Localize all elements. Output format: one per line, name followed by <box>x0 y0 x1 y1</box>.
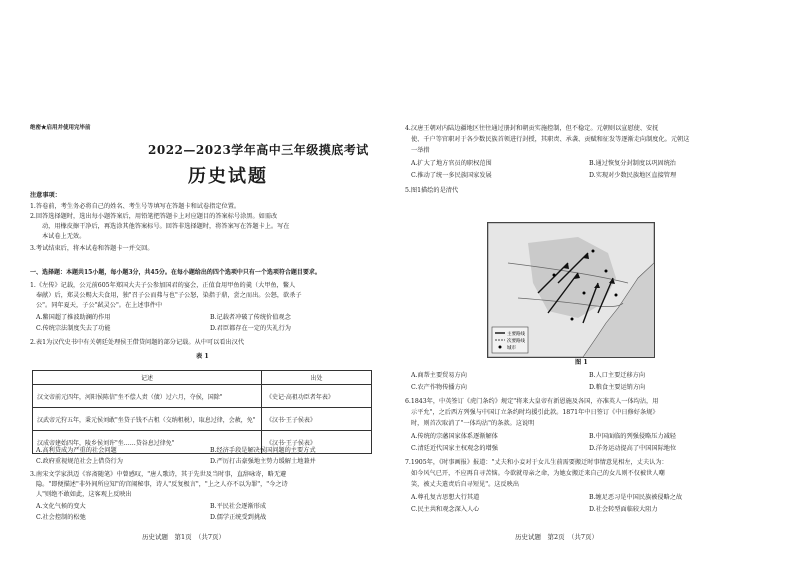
notes-title: 注意事项： <box>30 192 61 199</box>
records-table <box>32 370 372 454</box>
question-1-text: 奉献）后，郑灵公赐大夫食用，独"召子公而弗与也"子公怒，染指于鼎，尝之而出。公怒，欲杀子 <box>36 292 302 299</box>
table-row <box>33 385 372 408</box>
table-cell: 《汉书·王子侯表》 <box>262 431 372 454</box>
option-d: D.严厉打击豪强地主势力缓解土地兼并 <box>210 458 316 465</box>
option-d: D.实现对少数民族地区直接管理 <box>589 172 677 179</box>
note-line: 本试卷上无效。 <box>42 233 86 240</box>
option-a: A.尊孔复古思想大行其道 <box>411 494 480 501</box>
question-4-text: 4.汉唐王朝对内陆边疆地区往往通过册封和朝贡实施控制，但不稳定。元朝则以宣慰使、安抚 <box>405 125 659 132</box>
question-5-text: 5.图1描绘的是清代 <box>405 187 459 194</box>
legend-label: 城市 <box>507 346 516 351</box>
option-a: A.商帮主要贸易方向 <box>411 372 467 379</box>
secret-label: 绝密★启用并使用完毕前 <box>30 125 91 131</box>
page-footer: 历史试题 第1页 （共7页） <box>142 533 226 541</box>
question-6-text: 时，则首次取消了"一体均沾"的条款。这说明 <box>411 420 535 427</box>
question-1-text: 1.《左传》记载，公元前605年郑国大夫子公参加国君的宴会，正值食用甲鱼的羹（大甲鱼，鳖人 <box>30 282 296 289</box>
question-3-text: 3.南宋文学家洪迈《容斋随笔》中曾感叹，"唐人歌诗，其于先世及当时事，直辞咏寄，略无避 <box>30 471 287 478</box>
option-d: D.儒学正统受到挑战 <box>210 514 267 521</box>
legend-label: 次要路线 <box>507 339 525 344</box>
option-d: D.粮食主要运销方向 <box>589 384 646 391</box>
option-a: A.高利贷成为严重的社会问题 <box>36 447 117 454</box>
question-2-text: 2.表1为汉代史书中有关朝廷处理侯王借贷问题的部分记载。从中可以看出汉代 <box>30 339 245 346</box>
option-c: C.社会控制的松弛 <box>36 514 86 521</box>
option-c: C.清廷近代国家主权观念的增强 <box>411 445 498 452</box>
table-header-cell: 出处 <box>262 371 372 385</box>
option-b: B.缠足恶习是中国民族被侵略之故 <box>589 494 683 501</box>
option-c: C.政府重视规范社会上借贷行为 <box>36 458 123 465</box>
option-a: A.文化气候的变大 <box>36 503 86 510</box>
table-cell: 汉成帝建始四年，陵乡侯刘许"坐……贷谷息过律免" <box>33 431 262 454</box>
option-c: C.农产作物传播方向 <box>411 384 467 391</box>
question-4-text: 一举措 <box>411 147 430 154</box>
option-c: C.传统宗法制度失去了功能 <box>36 325 111 332</box>
legend-label: 主要路线 <box>507 332 525 337</box>
table-cell: 《汉书·王子侯表》 <box>262 408 372 431</box>
option-b: B.通过恢复分封制度以巩固统治 <box>589 160 676 167</box>
option-c: C.推动了统一多民族国家发展 <box>411 172 492 179</box>
page-footer: 历史试题 第2页 （共7页） <box>515 533 599 541</box>
note-line: 3.考试结束后，将本试卷和答题卡一并交回。 <box>30 245 154 252</box>
table-row <box>33 408 372 431</box>
option-a: A.扩大了地方官员的职权范围 <box>411 160 492 167</box>
table-cell: 汉武帝元狩五年，秉元侯刘敢"坐贷子钱不占租（交纳租税），取息过律，会赦，免" <box>33 408 262 431</box>
option-d: D.君臣都存在一定的失礼行为 <box>210 325 291 332</box>
question-7-text: 笑，被丈夫遣责后自寻短见"。这反映出 <box>411 481 520 488</box>
note-line: 1.答卷前，考生务必将自己的姓名、考生号等填写在答题卡和试卷指定位置。 <box>30 203 241 210</box>
option-b: B.经济手段是解决侯国问题的主要方式 <box>210 447 316 454</box>
table-cell: 汉文帝前元四年，河阳侯陈信"坐不偿人责（债）过六月，夺侯，国除" <box>33 385 262 408</box>
note-line: 2.回答选择题时，选出每小题答案后，用铅笔把答题卡上对应题目的答案标号涂黑。如需改 <box>30 213 278 220</box>
section-heading: 一、选择题：本题共15小题，每小题3分，共45分。在每小题给出的四个选项中只有一个选项符合题目要求。 <box>30 269 321 276</box>
table-header-row <box>33 371 372 385</box>
option-d: D.洋务运动提高了中国国际地位 <box>589 445 677 452</box>
table-caption: 表 1 <box>196 353 209 360</box>
option-b: B.中国面临的列强侵略压力减轻 <box>589 433 676 440</box>
option-d: D.社会转型面临较大阻力 <box>589 506 658 513</box>
subject-title: 历史试题 <box>188 166 268 187</box>
figure-caption: 图 1 <box>575 359 588 366</box>
option-a: A.传统的宗藩国家体系逐渐解体 <box>411 433 498 440</box>
map-drawing <box>488 223 654 357</box>
question-7-text: 7.1905年，《时事画报》报道："丈夫和小妾对于女儿生前需要搬迁时事情意见相左，丈夫认为： <box>405 459 668 466</box>
question-6-text: 6.1843年，中英签订《虎门条约》规定"将来大皇帝有新恩施及各国，亦准英人一体均沾，用 <box>405 398 659 405</box>
option-b: B.平民社会逐渐形成 <box>210 503 267 510</box>
option-b: B.人口主要迁移方向 <box>589 372 646 379</box>
option-a: A.鳖国超了推波助澜的作用 <box>36 314 111 321</box>
note-line: 动，用橡皮擦干净后，再选涂其他答案标号。回答非选择题时，将答案写在答题卡上。写在 <box>42 223 290 230</box>
question-7-text: 如今风气已开，不应再自寻苦恼。今欲就母亲之命，为她女搬迁来自己的女儿则不仅被世人嘲 <box>411 470 665 477</box>
question-6-text: 示平允"，之后西方列强与中国订立条约时均援引此款。1871年中日签订《中日修好条规》 <box>411 409 659 416</box>
question-3-text: 人"则绝不敢如此，这客观上反映出 <box>36 491 132 498</box>
qing-route-map <box>487 222 655 358</box>
question-3-text: 隐。"即便描述"非外间所应知"的宫闱秘事，诗人"反复极言"，"上之人亦不以为罪"，"今之诗 <box>36 481 288 488</box>
question-4-text: 使、千户等官职对于各少数民族首领进行封授，其职责、承袭、贡赋和征发等逐渐走向制度化。元朝这 <box>411 136 690 143</box>
option-c: C.民主共和观念深入人心 <box>411 506 480 513</box>
table-cell: 《史记·高祖功臣者年表》 <box>262 385 372 408</box>
option-b: B.记载者冲破了传统价值观念 <box>210 314 291 321</box>
table-header-cell: 记述 <box>33 371 262 385</box>
question-1-text: 公"。同年夏天，子公"弑灵公"。在上述事件中 <box>36 302 163 309</box>
exam-title: 2022—2023学年高中三年级摸底考试 <box>148 143 369 157</box>
